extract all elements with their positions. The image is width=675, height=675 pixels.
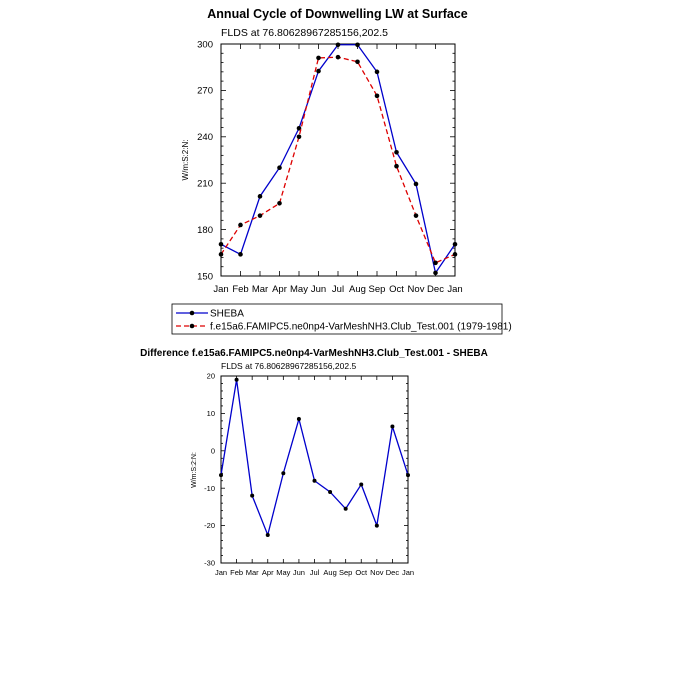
y-tick-label: 210 xyxy=(197,178,213,190)
data-point xyxy=(453,252,458,257)
data-point xyxy=(414,213,419,218)
series-line-1 xyxy=(221,57,455,263)
data-point xyxy=(258,213,263,218)
data-point xyxy=(355,59,360,64)
data-point xyxy=(390,424,394,428)
data-point xyxy=(375,524,379,528)
x-tick-label: Dec xyxy=(385,568,400,577)
data-point xyxy=(375,70,380,75)
data-point xyxy=(238,252,243,257)
y-tick-label: 0 xyxy=(210,446,215,456)
x-tick-label: Jul xyxy=(331,284,345,295)
y-axis-label: W/m:S:2:N: xyxy=(181,139,190,181)
x-tick-label: Jan xyxy=(213,284,229,295)
y-tick-label: 240 xyxy=(197,132,213,144)
data-point xyxy=(336,55,341,60)
plot-area xyxy=(204,372,414,577)
chart-subtitle: FLDS at 76.80628967285156,202.5 xyxy=(221,361,357,371)
data-point xyxy=(266,533,270,537)
legend-entry: SHEBA xyxy=(210,308,244,320)
data-point xyxy=(394,164,399,169)
data-point xyxy=(235,378,239,382)
data-point xyxy=(316,69,321,74)
x-tick-label: Jan xyxy=(401,568,415,577)
x-tick-label: Dec xyxy=(427,284,444,295)
data-point xyxy=(219,242,224,247)
data-point xyxy=(277,165,282,170)
series-line-0 xyxy=(221,380,408,535)
chart-subtitle: FLDS at 76.80628967285156,202.5 xyxy=(221,27,388,39)
y-tick-label: 20 xyxy=(206,371,215,381)
legend-marker xyxy=(190,311,195,316)
data-point xyxy=(313,479,317,483)
legend xyxy=(172,304,512,334)
x-tick-label: Jan xyxy=(447,284,463,295)
data-point xyxy=(281,471,285,475)
plot-area xyxy=(197,39,463,295)
x-tick-label: Jul xyxy=(309,568,320,577)
x-tick-label: Jun xyxy=(310,284,327,295)
y-tick-label: -20 xyxy=(204,521,215,531)
data-point xyxy=(359,482,363,486)
data-point xyxy=(316,56,321,61)
legend-marker xyxy=(190,324,195,329)
data-point xyxy=(433,271,438,276)
data-point xyxy=(406,473,410,477)
data-point xyxy=(453,242,458,247)
data-point xyxy=(328,490,332,494)
x-tick-label: Nov xyxy=(370,568,384,577)
data-point xyxy=(375,94,380,99)
x-tick-label: Nov xyxy=(407,284,425,295)
data-point xyxy=(297,135,302,140)
y-tick-label: 300 xyxy=(197,39,213,51)
y-tick-label: -30 xyxy=(204,558,215,568)
data-point xyxy=(250,494,254,498)
plot-frame xyxy=(221,44,455,276)
data-point xyxy=(336,42,341,47)
y-tick-label: 180 xyxy=(197,224,213,236)
x-tick-label: Sep xyxy=(368,284,386,295)
data-point xyxy=(414,182,419,187)
x-tick-label: Aug xyxy=(349,284,366,295)
x-tick-label: Aug xyxy=(323,568,337,577)
x-tick-label: Oct xyxy=(355,568,368,577)
x-tick-label: Sep xyxy=(338,568,353,577)
x-tick-label: Jun xyxy=(292,568,305,577)
data-point xyxy=(355,42,360,47)
data-point xyxy=(297,417,301,421)
legend-entry: f.e15a6.FAMIPC5.ne0np4-VarMeshNH3.Club_Test.001 (1979-1981) xyxy=(210,321,512,333)
x-tick-label: Jan xyxy=(214,568,228,577)
data-point xyxy=(344,507,348,511)
x-tick-label: Apr xyxy=(261,568,274,577)
y-tick-label: 270 xyxy=(197,85,213,97)
y-tick-label: -10 xyxy=(204,483,215,493)
x-tick-label: May xyxy=(276,568,291,577)
chart-title: Difference f.e15a6.FAMIPC5.ne0np4-VarMeshNH3.Club_Test.001 - SHEBA xyxy=(140,348,488,359)
x-tick-label: Feb xyxy=(232,284,249,295)
y-tick-label: 150 xyxy=(197,271,213,283)
data-point xyxy=(219,252,224,257)
x-tick-label: Feb xyxy=(230,568,244,577)
y-axis-label: W/m:S:2:N: xyxy=(191,452,198,488)
series-line-0 xyxy=(221,45,455,273)
data-point xyxy=(219,473,223,477)
x-tick-label: May xyxy=(290,284,308,295)
y-tick-label: 10 xyxy=(206,409,215,419)
annual-cycle-chart xyxy=(172,7,512,334)
x-tick-label: Apr xyxy=(272,284,287,295)
x-tick-label: Mar xyxy=(245,568,259,577)
data-point xyxy=(258,194,263,199)
x-tick-label: Mar xyxy=(251,284,269,295)
chart-title: Annual Cycle of Downwelling LW at Surface xyxy=(207,7,468,21)
difference-chart xyxy=(140,348,488,577)
data-point xyxy=(433,261,438,266)
x-tick-label: Oct xyxy=(389,284,404,295)
data-point xyxy=(394,150,399,155)
data-point xyxy=(238,223,243,228)
data-point xyxy=(277,201,282,206)
